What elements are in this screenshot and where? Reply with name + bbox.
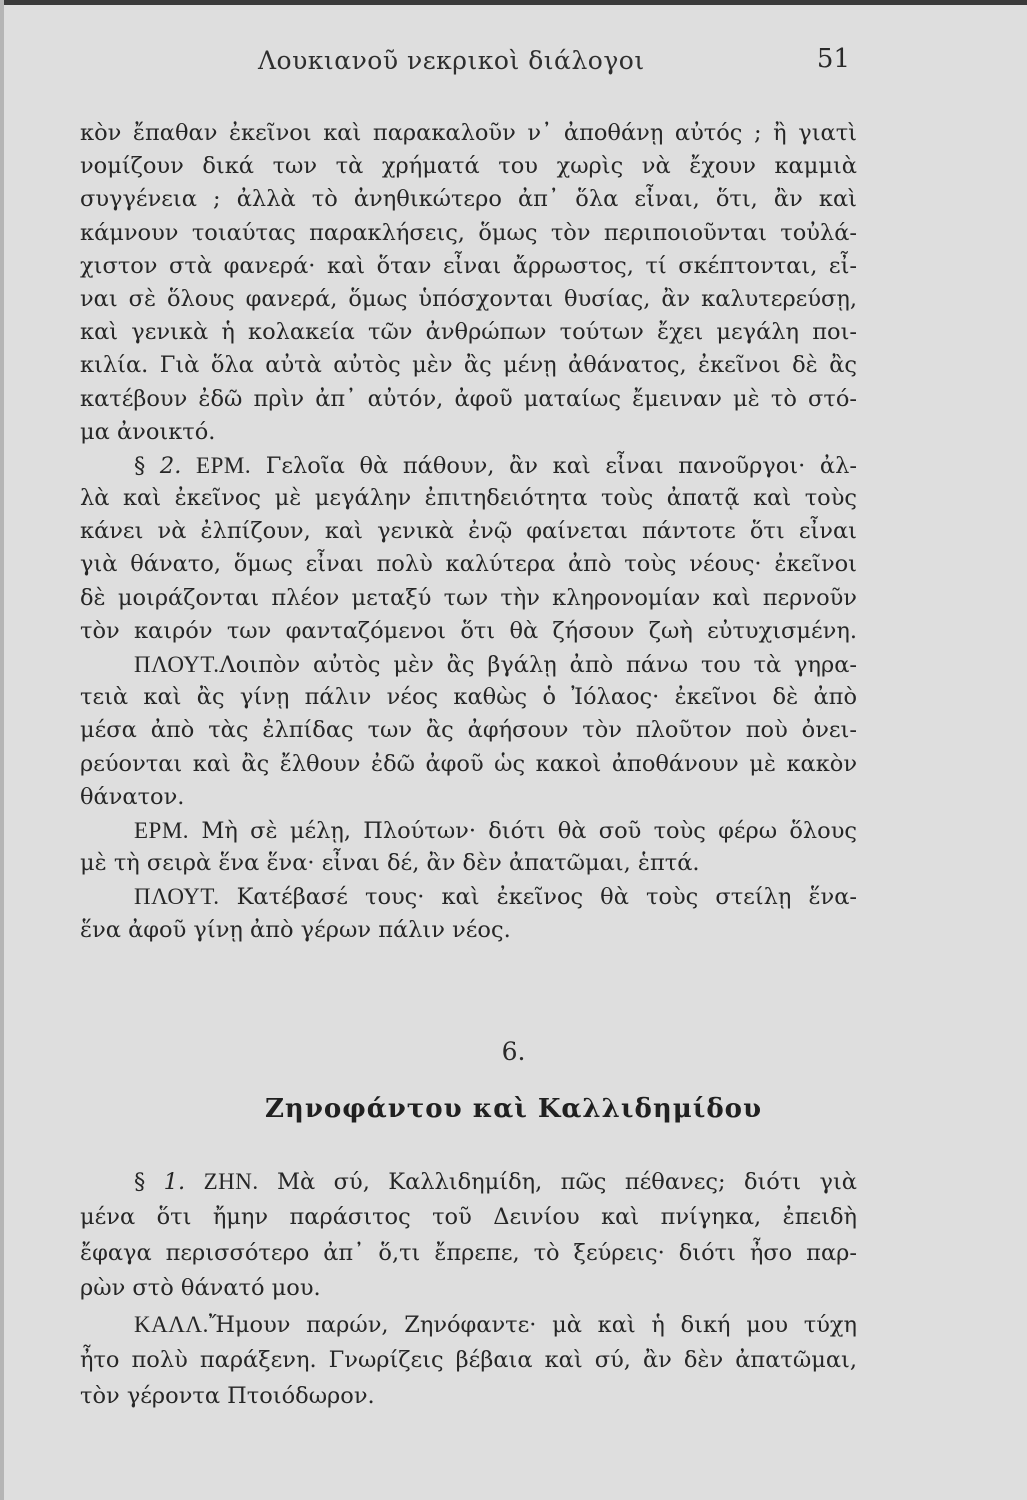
paragraph-first-line — [80, 1307, 857, 1343]
paragraph-first-line — [80, 814, 857, 847]
text-line: κάμνουν τοιαύτας παρακλήσεις, ὅμως τὸν περιποιοῦνται τοὐλά- — [80, 219, 857, 246]
text-line: δὲ μοιράζονται πλέον μεταξύ των τὴν κληρονομίαν καὶ περνοῦν — [80, 584, 857, 611]
text-line: μένα ὅτι ἤμην παράσιτος τοῦ Δεινίου καὶ πνίγηκα, ἐπειδὴ — [80, 1203, 857, 1230]
running-title: Λουκιανοῦ νεκρικοὶ διάλογοι — [258, 46, 645, 75]
section-mark: § — [134, 1169, 146, 1195]
paragraph-first-line — [80, 1164, 857, 1200]
text-line: ἕνα ἀφοῦ γίνῃ ἀπὸ γέρων πάλιν νέος. — [80, 916, 511, 943]
text-line: ρεύονται καὶ ἂς ἔλθουν ἐδῶ ἀφοῦ ὡς κακοὶ ἀποθάνουν μὲ κακὸν — [80, 750, 857, 777]
paragraph-first-line — [80, 880, 857, 913]
text-line: θάνατον. — [80, 783, 185, 810]
speaker-label: ΠΛΟΥΤ. — [134, 884, 220, 910]
text-line: ἦτο πολὺ παράξενη. Γνωρίζεις βέβαια καὶ σύ, ἂν δὲν ἀπατῶμαι, — [80, 1346, 857, 1373]
text-line: καὶ γενικὰ ἡ κολακεία τῶν ἀνθρώπων τούτων ἔχει μεγάλη ποι- — [80, 319, 857, 346]
page-header — [80, 42, 850, 82]
dialogue-title: Ζηνοφάντου καὶ Καλλιδημίδου — [264, 1094, 763, 1124]
text-line: κιλία. Γιὰ ὅλα αὐτὰ αὐτὸς μὲν ἂς μένῃ ἀθάνατος, ἐκεῖνοι δὲ ἂς — [80, 352, 857, 379]
text-line: μα ἀνοικτό. — [80, 418, 216, 445]
speaker-label: ΖΗΝ. — [203, 1169, 259, 1194]
paragraph-first-line — [80, 648, 857, 681]
text-line: λὰ καὶ ἐκεῖνος μὲ μεγάλην ἐπιτηδειότητα τοὺς ἀπατᾷ καὶ τοὺς — [80, 485, 857, 512]
section-number: 2. — [159, 452, 182, 479]
page-number: 51 — [816, 44, 850, 74]
text-line: τειὰ καὶ ἂς γίνῃ πάλιν νέος καθὼς ὁ Ἰόλαος· ἐκεῖνοι δὲ ἀπὸ — [80, 684, 857, 711]
text-line: τὸν γέροντα Πτοιόδωρον. — [80, 1382, 375, 1409]
speaker-label: ΠΛΟΥΤ. — [134, 652, 220, 677]
line-text: Κατέβασέ τους· καὶ ἐκεῖνος θὰ τοὺς στείλῃ ἕνα- — [236, 884, 857, 911]
text-line: ἔφαγα περισσότερο ἀπ᾽ ὅ,τι ἔπρεπε, τὸ ξεύρεις· διότι ἦσο παρ- — [80, 1239, 857, 1266]
line-text: Μὰ σύ, Καλλιδημίδη, πῶς πέθανες; διότι γιὰ — [277, 1169, 858, 1195]
text-line: χιστον στὰ φανερά· καὶ ὅταν εἶναι ἄρρωστος, τί σκέπτονται, εἶ- — [80, 252, 857, 279]
text-line: κὸν ἔπαθαν ἐκεῖνοι καὶ παρακαλοῦν ν᾽ ἀποθάνῃ αὐτός ; ἢ γιατὶ — [80, 120, 857, 146]
speaker-label: ΚΑΛΛ. — [134, 1312, 209, 1338]
text-line: μὲ τὴ σειρὰ ἕνα ἕνα· εἶναι δέ, ἂν δὲν ἀπατῶμαι, ἑπτά. — [80, 850, 700, 877]
section-mark: § — [134, 452, 146, 479]
text-line: κατέβουν ἐδῶ πρὶν ἀπ᾽ αὐτόν, ἀφοῦ ματαίως ἔμειναν μὲ τὸ στό- — [80, 385, 857, 412]
paragraph-first-line — [80, 449, 857, 482]
line-text: Γελοῖα θὰ πάθουν, ἂν καὶ εἶναι πανοῦργοι· ἀλ- — [265, 452, 857, 479]
speaker-label: ΕΡΜ. — [196, 452, 252, 478]
text-line: μέσα ἀπὸ τὰς ἐλπίδας των ἂς ἀφήσουν τὸν πλοῦτον ποὺ ὀνει- — [80, 717, 857, 744]
body-text-bottom — [80, 1164, 857, 1415]
text-line: τὸν καιρόν των φανταζόμενοι ὅτι θὰ ζήσουν ζωὴ εὐτυχισμένη. — [80, 617, 857, 644]
line-text: Λοιπὸν αὐτὸς μὲν ἂς βγάλῃ ἀπὸ πάνω του τὰ γηρα- — [219, 652, 857, 678]
body-text-top — [80, 117, 857, 947]
dialogue-number: 6. — [501, 1037, 526, 1066]
scan-top-edge — [0, 0, 1027, 5]
scan-left-edge — [0, 0, 4, 1500]
text-line: γιὰ θάνατο, ὅμως εἶναι πολὺ καλύτερα ἀπὸ τοὺς νέους· ἐκεῖνοι — [80, 551, 857, 578]
text-line: ρὼν στὸ θάνατό μου. — [80, 1275, 321, 1302]
speaker-label: ΕΡΜ. — [134, 817, 190, 843]
text-line: ναι σὲ ὅλους φανερά, ὅμως ὑπόσχονται θυσίας, ἂν καλυτερεύσῃ, — [80, 285, 857, 312]
text-line: νομίζουν δικά των τὰ χρήματά του χωρὶς νὰ ἔχουν καμμιὰ — [80, 153, 857, 180]
text-line: συγγένεια ; ἀλλὰ τὸ ἀνηθικώτερο ἀπ᾽ ὅλα εἶναι, ὅτι, ἂν καὶ — [80, 186, 857, 213]
text-line: κάνει νὰ ἐλπίζουν, καὶ γενικὰ ἐνῷ φαίνεται πάντοτε ὅτι εἶναι — [80, 518, 857, 545]
line-text: Μὴ σὲ μέλῃ, Πλούτων· διότι θὰ σοῦ τοὺς φέρω ὅλους — [201, 817, 858, 844]
section-number: 1. — [163, 1169, 186, 1195]
line-text: Ἤμουν παρών, Ζηνόφαντε· μὰ καὶ ἡ δική μου τύχη — [208, 1312, 857, 1339]
